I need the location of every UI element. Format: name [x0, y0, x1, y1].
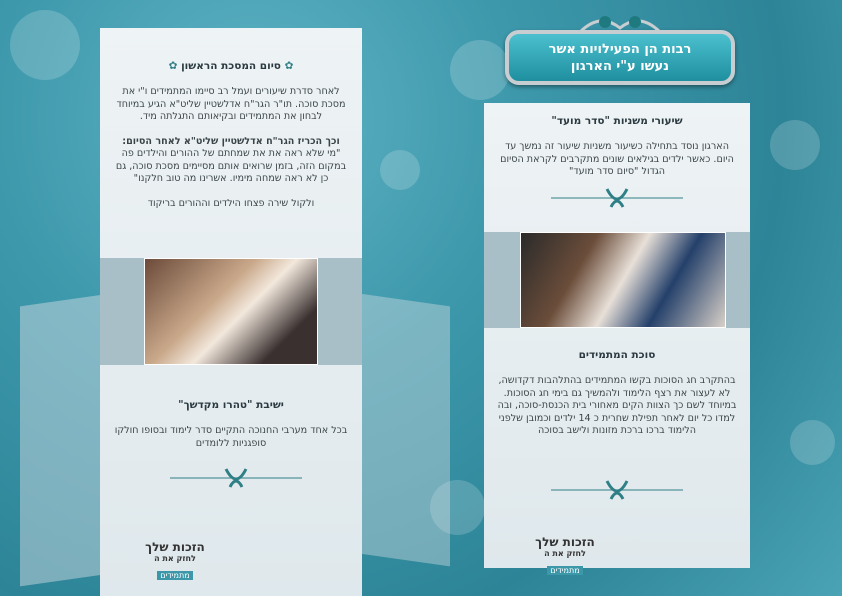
paragraph-bold: וכך הכריז הגר"ח אדלשטיין שליט"א לאחר הסיום: [122, 135, 340, 147]
background-scroll [20, 294, 110, 587]
banner-line1: רבות הן הפעילויות אשר [548, 42, 692, 57]
left-panel [100, 28, 362, 596]
paragraph: הארגון נוסד בתחילה כשיעור משניות שיעור זה נמשך עד היום. כאשר ילדים בגילאים שונים מתקרבים לקראת הסיום הגדול "סיום סדר מועד" [500, 141, 734, 177]
ornament-divider-icon [168, 465, 304, 491]
logo: הזכות שלך לחזק את ה מתמידים [145, 540, 205, 580]
paragraph: בכל אחד מערבי החנוכה התקיים סדר לימוד ובסופו חולקו סופגניות ללומדים [114, 425, 348, 449]
section-title: ישיבת "טהרו מקדשך" [178, 399, 284, 411]
paragraph: בהתקרב חג הסוכות בקשו המתמידים בהתלהבות דקדושה, לא לעצור את רצף הלימוד ולהמשיך גם בימי חג הסוכות. [498, 375, 736, 399]
paragraph: במיוחד לשם כך הצוות הקים מאחורי בית הכנסת-סוכה, ובה למדו כל יום לאחר תפילת שחרית כ 14 ילדים וכמובן שלפני הלימוד ברכו ברכת מזונות ולישב בסוכה [497, 400, 737, 436]
section-title: ✿ סיום המסכת הראשון ✿ [168, 60, 294, 72]
banner-ornament-icon [575, 10, 665, 34]
right-panel [484, 103, 750, 568]
ornament-divider-icon [549, 477, 685, 503]
banner-line2: נעשו ע"י הארגון [570, 59, 670, 74]
event-photo [144, 258, 318, 365]
section-title: שיעורי משניות "סדר מועד" [551, 115, 683, 127]
header-banner [505, 30, 735, 85]
photo-band [484, 232, 750, 328]
section-title: סוכת המתמידים [578, 349, 656, 361]
background-scroll [360, 294, 450, 567]
photo-band [100, 258, 362, 365]
paragraph: ולקול שירה פצחו הילדים וההורים בריקוד [147, 197, 315, 209]
logo: הזכות שלך לחזק את ה מתמידים [535, 535, 595, 575]
quote: "מי שלא ראה את את שמחתם של ההורים והילדים פה במקום הזה, בזמן שרואים אותם מסיימים מסכת סוכה, גם כן לא ראה שמחה מימיו. אשרינו מה טוב חלקנו" [115, 148, 347, 184]
students-photo [520, 232, 726, 328]
ornament-divider-icon [549, 185, 685, 211]
paragraph: לאחר סדרת שיעורים ועמל רב סיימו המתמידים ו"י את מסכת סוכה. תו"ר הגר"ח אדלשטיין שליט"א הגיע במיוחד לבחון את המתמידים ובקיאותם התגלתה מיד. [116, 86, 346, 122]
